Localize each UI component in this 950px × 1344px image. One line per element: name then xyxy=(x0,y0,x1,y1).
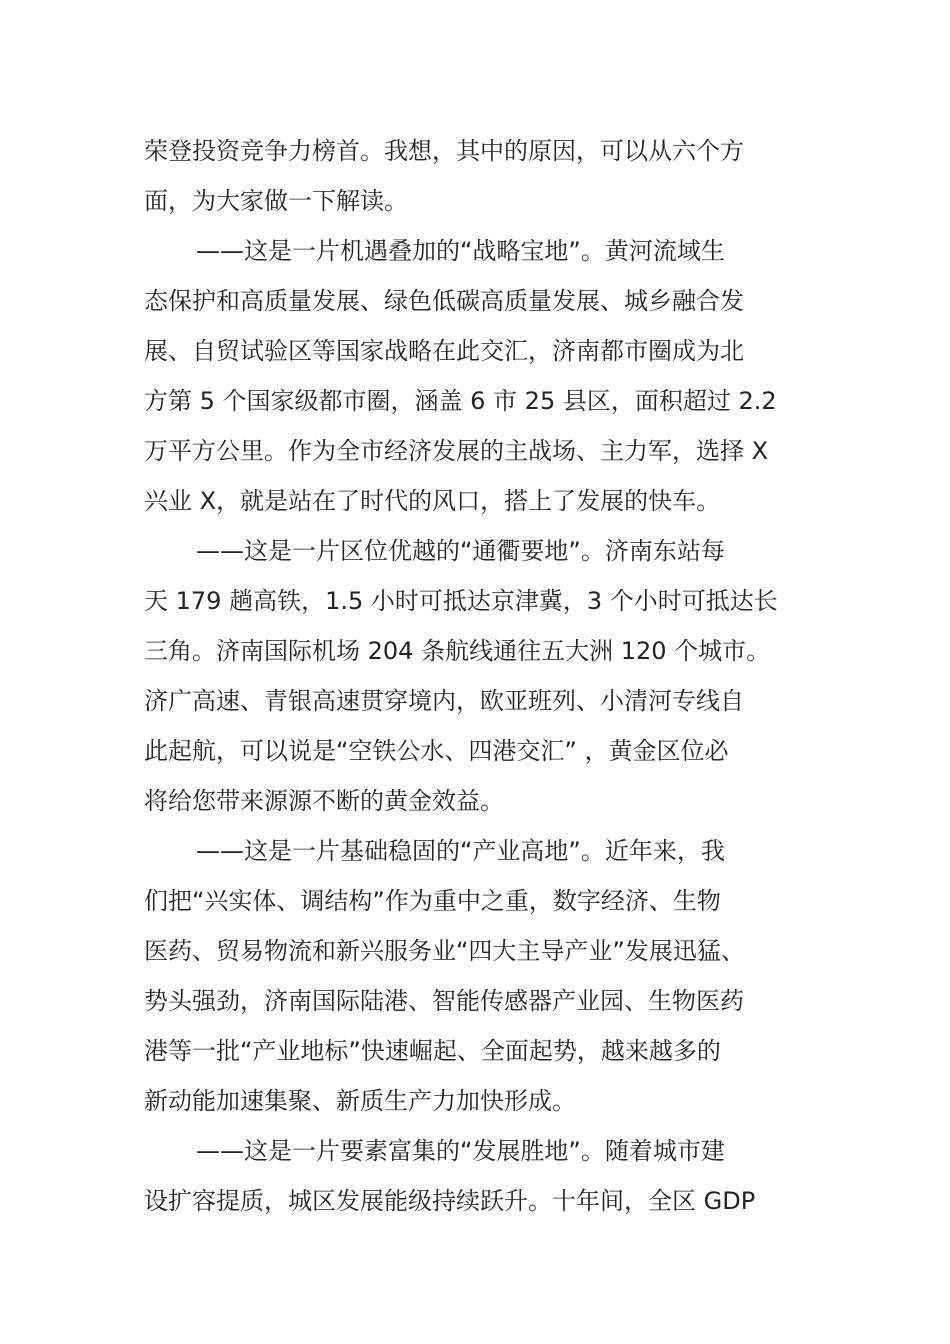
document-body xyxy=(144,126,810,1226)
text-line: 港等一批“产业地标”快速崛起、全面起势，越来越多的 xyxy=(144,1037,721,1065)
text-line: ——这是一片机遇叠加的“战略宝地”。黄河流域生 xyxy=(196,237,725,265)
paragraph xyxy=(144,526,810,826)
text-line: ——这是一片基础稳固的“产业高地”。近年来，我 xyxy=(196,837,725,865)
text-line: 方第 5 个国家级都市圈，涵盖 6 市 25 县区，面积超过 2.2 xyxy=(144,387,777,415)
text-line: 三角。济南国际机场 204 条航线通往五大洲 120 个城市。 xyxy=(144,637,771,665)
text-line: 荣登投资竞争力榜首。我想，其中的原因，可以从六个方 xyxy=(144,137,744,165)
text-line: 势头强劲，济南国际陆港、智能传感器产业园、生物医药 xyxy=(144,987,744,1015)
text-line: 将给您带来源源不断的黄金效益。 xyxy=(144,787,504,815)
text-line: 们把“兴实体、调结构”作为重中之重，数字经济、生物 xyxy=(144,887,721,915)
text-line: 设扩容提质，城区发展能级持续跃升。十年间，全区 GDP xyxy=(144,1187,756,1215)
text-line: 展、自贸试验区等国家战略在此交汇，济南都市圈成为北 xyxy=(144,337,744,365)
text-line: 天 179 趟高铁，1.5 小时可抵达京津冀，3 个小时可抵达长 xyxy=(144,587,778,615)
text-line: 医药、贸易物流和新兴服务业“四大主导产业”发展迅猛、 xyxy=(144,937,745,965)
paragraph xyxy=(144,226,810,526)
text-line: 济广高速、青银高速贯穿境内，欧亚班列、小清河专线自 xyxy=(144,687,744,715)
text-line: 兴业 X，就是站在了时代的风口，搭上了发展的快车。 xyxy=(144,487,721,515)
text-line: 此起航，可以说是“空铁公水、四港交汇” ，黄金区位必 xyxy=(144,737,729,765)
text-line: ——这是一片区位优越的“通衢要地”。济南东站每 xyxy=(196,537,725,565)
paragraph xyxy=(144,826,810,1126)
paragraph xyxy=(144,1126,810,1226)
text-line: 态保护和高质量发展、绿色低碳高质量发展、城乡融合发 xyxy=(144,287,744,315)
text-line: 新动能加速集聚、新质生产力加快形成。 xyxy=(144,1087,576,1115)
text-line: ——这是一片要素富集的“发展胜地”。随着城市建 xyxy=(196,1137,725,1165)
paragraph xyxy=(144,126,810,226)
text-line: 面，为大家做一下解读。 xyxy=(144,187,408,215)
text-line: 万平方公里。作为全市经济发展的主战场、主力军，选择 X xyxy=(144,437,769,465)
